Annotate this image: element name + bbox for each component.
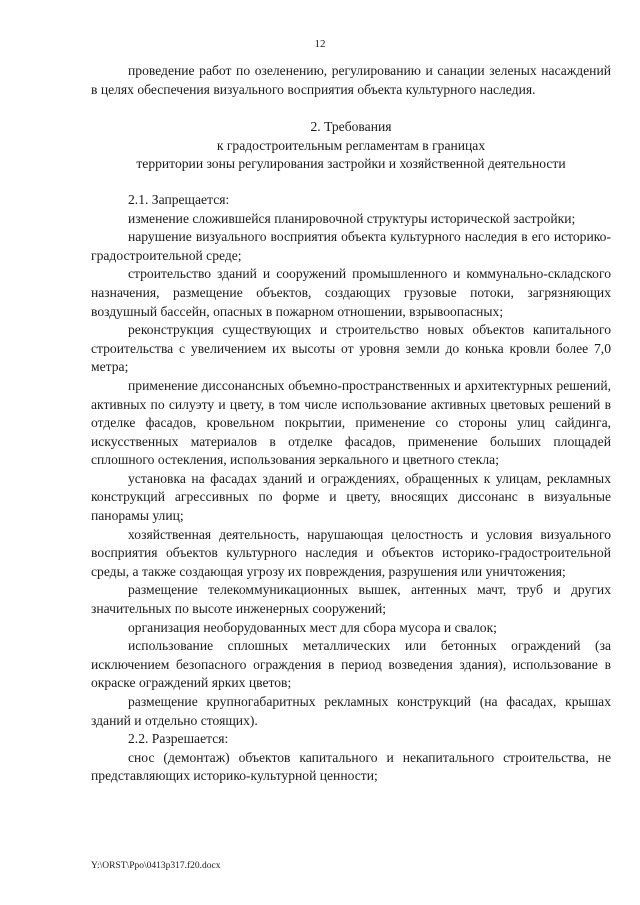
intro-paragraph: проведение работ по озеленению, регулированию и санации зеленых насаждений в целях обеспечения визуального восприятия объекта культурного наследия.: [91, 63, 611, 97]
list-item: применение диссонансных объемно-пространственных и архитектурных решений, активных по силуэту и цвету, в том числе использование активных цветовых решений в отделке фасадов, кровельном покрытии, применение со стороны улиц сайдинга, искусственных материалов в отделке фасадов, применение больших площадей сплошного остекления, использования зеркального и цветного стекла;: [91, 377, 611, 468]
list-item: использование сплошных металлических или бетонных ограждений (за исключением безопасного ограждения в период возведения здания), использование в окраске ограждений ярких цветов;: [91, 638, 611, 691]
document-body: [91, 62, 611, 786]
list-item: реконструкция существующих и строительство новых объектов капитального строительства с увеличением их высоты от уровня земли до конька кровли более 7,0 метра;: [91, 322, 611, 375]
section-subtitle-line1: к градостроительным регламентам в границах: [216, 137, 486, 153]
subsection-forbidden-title: 2.1. Запрещается:: [128, 191, 230, 207]
section-subtitle-line2: территории зоны регулирования застройки и хозяйственной деятельности: [136, 156, 566, 172]
list-item: изменение сложившейся планировочной структуры исторической застройки;: [128, 210, 576, 226]
list-item: размещение крупногабаритных рекламных конструкций (на фасадах, крышах зданий и отдельно стоящих).: [91, 694, 611, 728]
list-item: организация необорудованных мест для сбора мусора и свалок;: [128, 619, 497, 635]
page-number: 12: [314, 38, 326, 50]
list-item: строительство зданий и сооружений промышленного и коммунально-складского назначения, размещение объектов, создающих грузовые потоки, загрязняющих воздушный бассейн, опасных в пожарном отношении, взрывоопасных;: [91, 266, 611, 319]
list-item: снос (демонтаж) объектов капитального и некапитального строительства, не представляющих историко-культурной ценности;: [91, 749, 611, 784]
footer-file-path: Y:\ORST\Ppo\0413p317.f20.docx: [91, 861, 221, 871]
list-item: размещение телекоммуникационных вышек, антенных мачт, труб и других значительных по высоте инженерных сооружений;: [91, 582, 611, 617]
section-heading: [91, 118, 611, 174]
list-item: установка на фасадах зданий и ограждениях, обращенных к улицам, рекламных конструкций агрессивных по форме и цвету, вносящих диссонанс в визуальные панорамы улиц;: [91, 470, 611, 524]
subsection-allowed-title: 2.2. Разрешается:: [128, 731, 229, 747]
list-item: хозяйственная деятельность, нарушающая целостность и условия визуального восприятия объектов культурного наследия и объектов историко-градостроительной среды, а также создающая угрозу их повреждения, разрушения или уничтожения;: [91, 526, 611, 579]
section-title: 2. Требования: [310, 119, 392, 135]
list-item: нарушение визуального восприятия объекта культурного наследия в его историко-градостроительной среде;: [91, 229, 611, 263]
